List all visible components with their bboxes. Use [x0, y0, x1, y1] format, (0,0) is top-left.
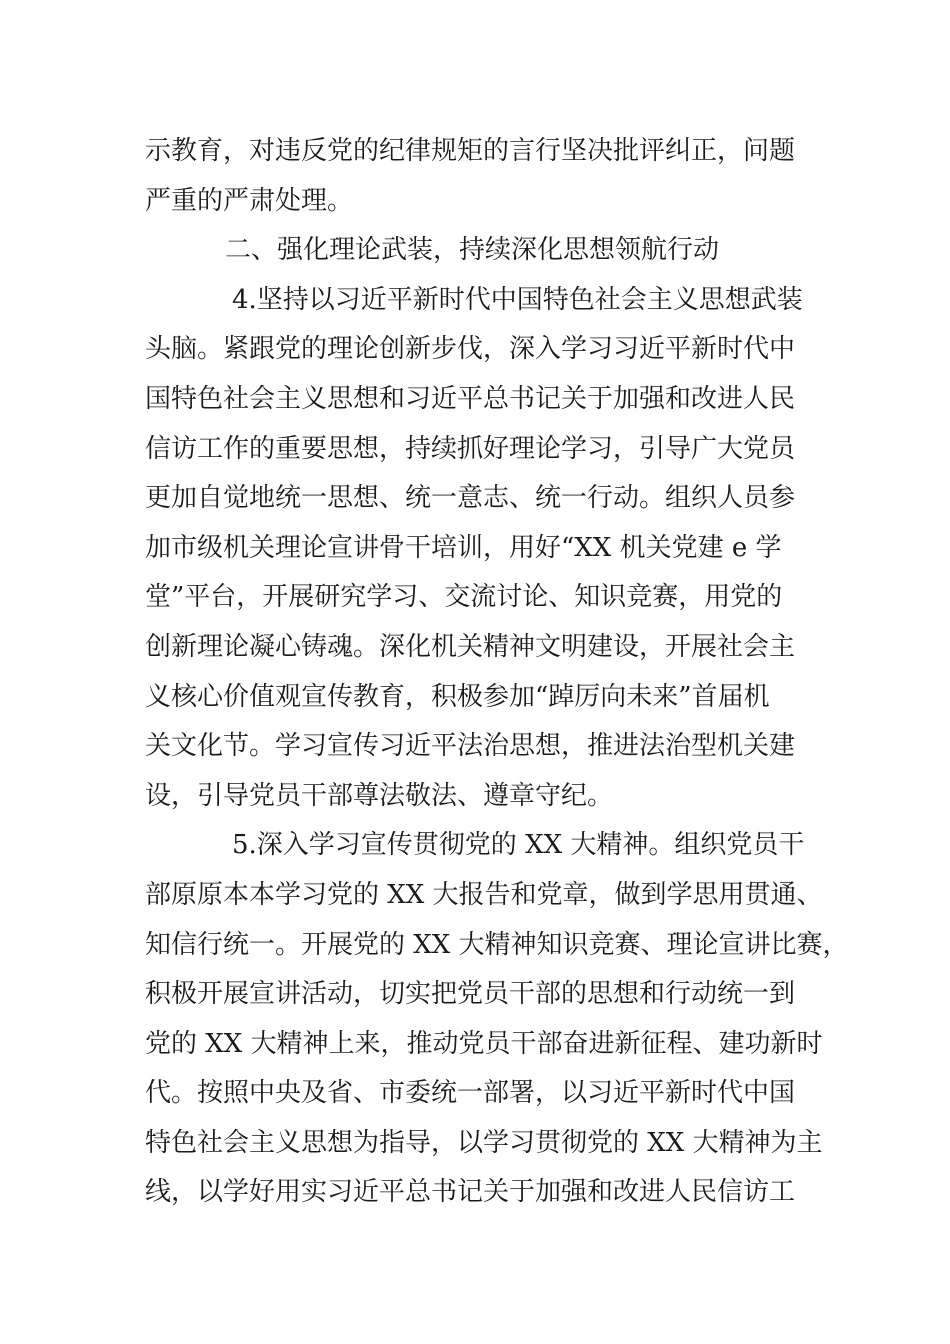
paragraph-5-first-line: 5.深入学习宣传贯彻党的 XX 大精神。组织党员干: [232, 830, 805, 861]
section-heading: 二、强化理论武装，持续深化思想领航行动: [225, 235, 720, 266]
paragraph-4-first-line: 4.坚持以习近平新时代中国特色社会主义思想武装: [232, 284, 803, 315]
text-line-19: 党的 XX 大精神上来，推动党员干部奋进新征程、建功新时: [145, 1028, 823, 1059]
text-line-12: 义核心价值观宣传教育，积极参加“踔厉向未来”首届机: [145, 681, 770, 712]
document-body: [145, 127, 849, 1218]
text-line-6: 国特色社会主义思想和习近平总书记关于加强和改进人民: [145, 383, 796, 414]
text-line-17: 知信行统一。开展党的 XX 大精神知识竞赛、理论宣讲比赛，: [145, 929, 849, 960]
text-line-2: 严重的严肃处理。: [145, 185, 354, 216]
text-line-16: 部原原本本学习党的 XX 大报告和党章，做到学思用贯通、: [145, 879, 823, 910]
text-line-13: 关文化节。学习宣传习近平法治思想，推进法治型机关建: [145, 731, 796, 762]
text-line-14: 设，引导党员干部尊法敬法、遵章守纪。: [145, 780, 614, 811]
text-line-21: 特色社会主义思想为指导，以学习贯彻党的 XX 大精神为主: [145, 1127, 823, 1158]
text-line-22: 线，以学好用实习近平总书记关于加强和改进人民信访工: [145, 1177, 796, 1208]
text-line-11: 创新理论凝心铸魂。深化机关精神文明建设，开展社会主: [145, 631, 796, 662]
text-line-1: 示教育，对违反党的纪律规矩的言行坚决批评纠正，问题: [145, 136, 796, 166]
text-line-7: 信访工作的重要思想，持续抓好理论学习，引导广大党员: [145, 433, 796, 464]
text-line-8: 更加自觉地统一思想、统一意志、统一行动。组织人员参: [145, 483, 796, 514]
text-line-18: 积极开展宣讲活动，切实把党员干部的思想和行动统一到: [145, 979, 796, 1010]
text-line-10: 堂”平台，开展研究学习、交流讨论、知识竞赛，用党的: [145, 582, 783, 613]
text-line-20: 代。按照中央及省、市委统一部署，以习近平新时代中国: [145, 1078, 796, 1109]
text-line-5: 头脑。紧跟党的理论创新步伐，深入学习习近平新时代中: [145, 334, 796, 365]
text-line-9: 加市级机关理论宣讲骨干培训，用好“XX 机关党建 e 学: [145, 532, 782, 563]
